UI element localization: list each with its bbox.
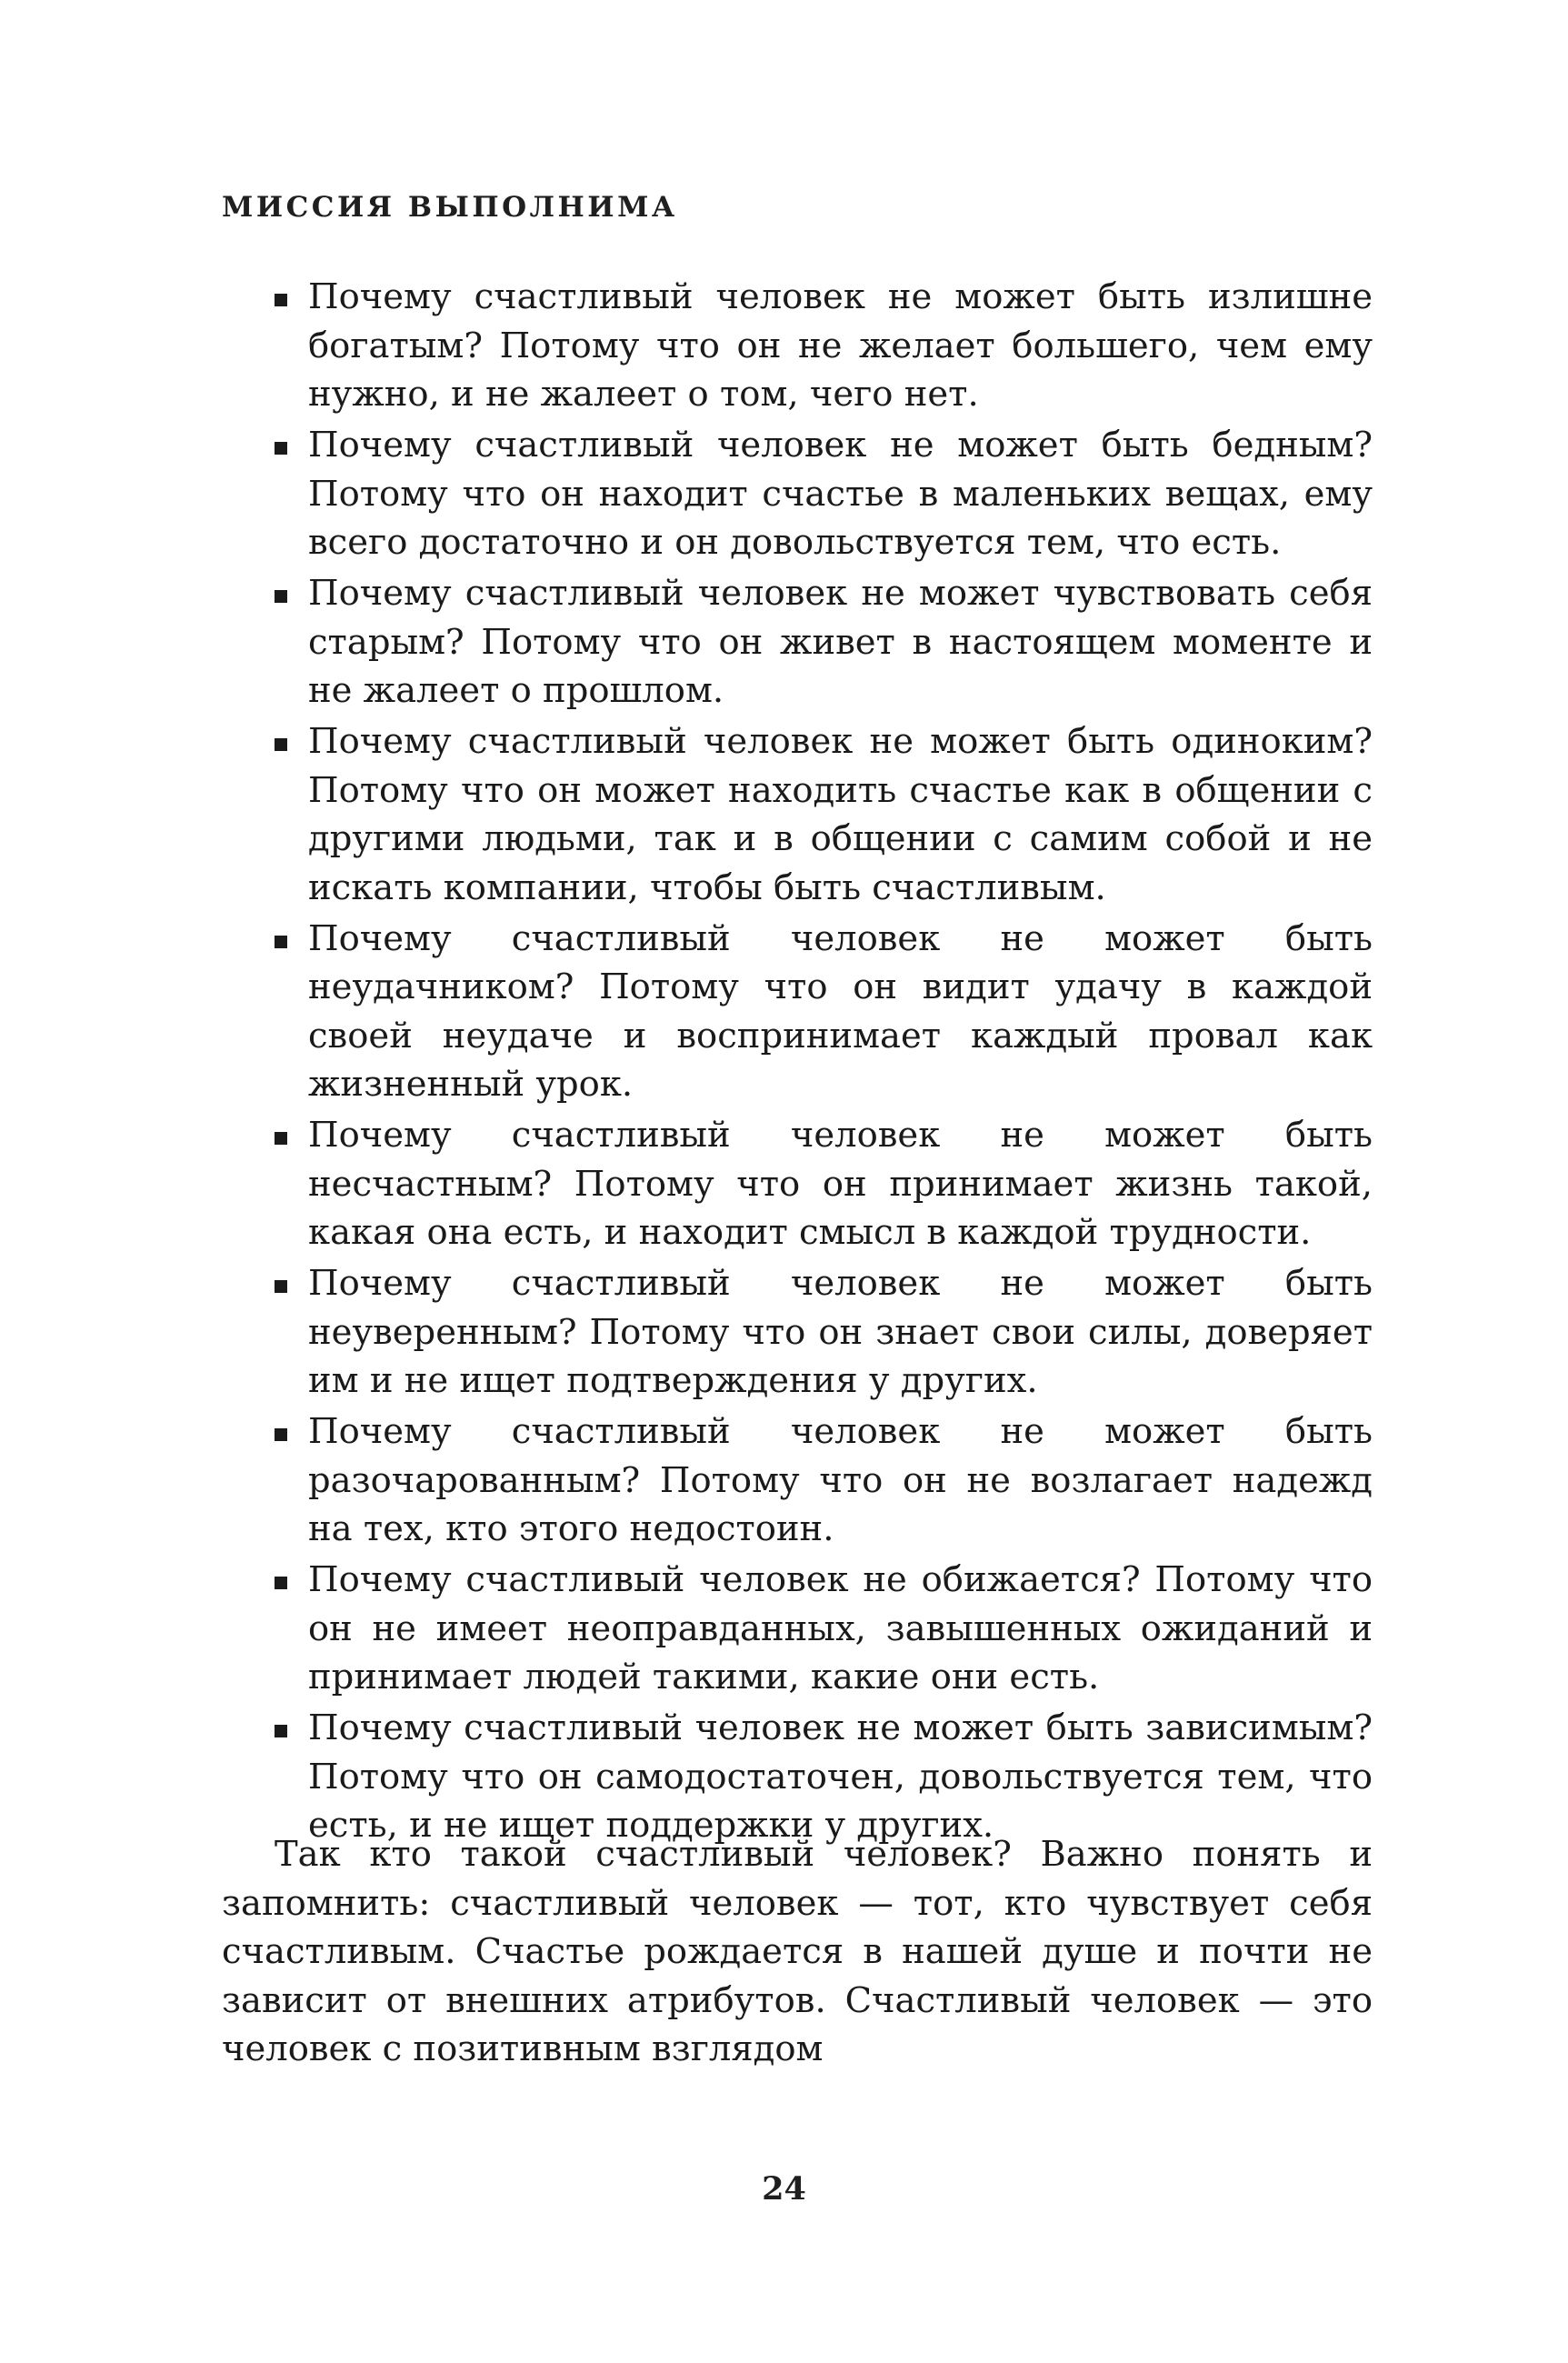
list-item — [275, 1111, 1373, 1257]
square-bullet-icon — [275, 1428, 287, 1441]
body-paragraph: Так кто такой счастливый человек? Важно понять и запомнить: счастливый человек — тот, кто чувствует себя счастливым. Счастье рождается в нашей душе и почти не зависит от внешних атрибутов. Счастливый человек — это человек с позитивным взглядом — [222, 1834, 1373, 2069]
list-item-text: Почему счастливый человек не может быть разочарованным? Потому что он не возлагает надежд на тех, кто этого недостоин. — [308, 1411, 1373, 1549]
square-bullet-icon — [275, 936, 287, 948]
list-item — [275, 569, 1373, 716]
list-item-text: Почему счастливый человек не может быть неуверенным? Потому что он знает свои силы, доверяет им и не ищет подтверждения у других. — [308, 1263, 1373, 1401]
list-item-text: Почему счастливый человек не может быть зависимым? Потому что он самодостаточен, довольствуется тем, что есть, и не ищет поддержки у других. — [308, 1707, 1373, 1846]
square-bullet-icon — [275, 442, 287, 455]
list-item — [275, 1556, 1373, 1702]
list-item — [275, 421, 1373, 567]
list-item — [275, 915, 1373, 1109]
list-item-text: Почему счастливый человек не может быть бедным? Потому что он находит счастье в маленьких вещах, ему всего достаточно и он довольствуется тем, что есть. — [308, 425, 1373, 563]
running-header: МИССИЯ ВЫПОЛНИМА — [222, 191, 678, 224]
square-bullet-icon — [275, 590, 287, 603]
square-bullet-icon — [275, 1132, 287, 1145]
list-item-text: Почему счастливый человек не может быть излишне богатым? Потому что он не желает большего, чем ему нужно, и не жалеет о том, чего нет. — [308, 276, 1373, 415]
list-item-text: Почему счастливый человек не может быть одиноким? Потому что он может находить счастье как в общении с другими людьми, так и в общении с самим собой и не искать компании, чтобы быть счастливым. — [308, 721, 1373, 908]
list-item — [275, 273, 1373, 419]
bullet-list — [275, 273, 1373, 1852]
list-item — [275, 1407, 1373, 1554]
list-item — [275, 717, 1373, 912]
list-item-text: Почему счастливый человек не может быть неудачником? Потому что он видит удачу в каждой своей неудаче и воспринимает каждый провал как жизненный урок. — [308, 917, 1373, 1105]
list-item — [275, 1259, 1373, 1406]
list-item-text: Почему счастливый человек не может чувствовать себя старым? Потому что он живет в настоящем моменте и не жалеет о прошлом. — [308, 573, 1373, 711]
square-bullet-icon — [275, 738, 287, 751]
square-bullet-icon — [275, 294, 287, 306]
list-item-text: Почему счастливый человек не обижается? Потому что он не имеет неоправданных, завышенных ожиданий и принимает людей такими, какие они есть. — [308, 1559, 1373, 1697]
page-number: 24 — [762, 2170, 806, 2208]
square-bullet-icon — [275, 1577, 287, 1589]
list-item — [275, 1704, 1373, 1850]
square-bullet-icon — [275, 1725, 287, 1737]
list-item-text: Почему счастливый человек не может быть несчастным? Потому что он принимает жизнь такой, какая она есть, и находит смысл в каждой трудности. — [308, 1115, 1373, 1253]
square-bullet-icon — [275, 1280, 287, 1293]
